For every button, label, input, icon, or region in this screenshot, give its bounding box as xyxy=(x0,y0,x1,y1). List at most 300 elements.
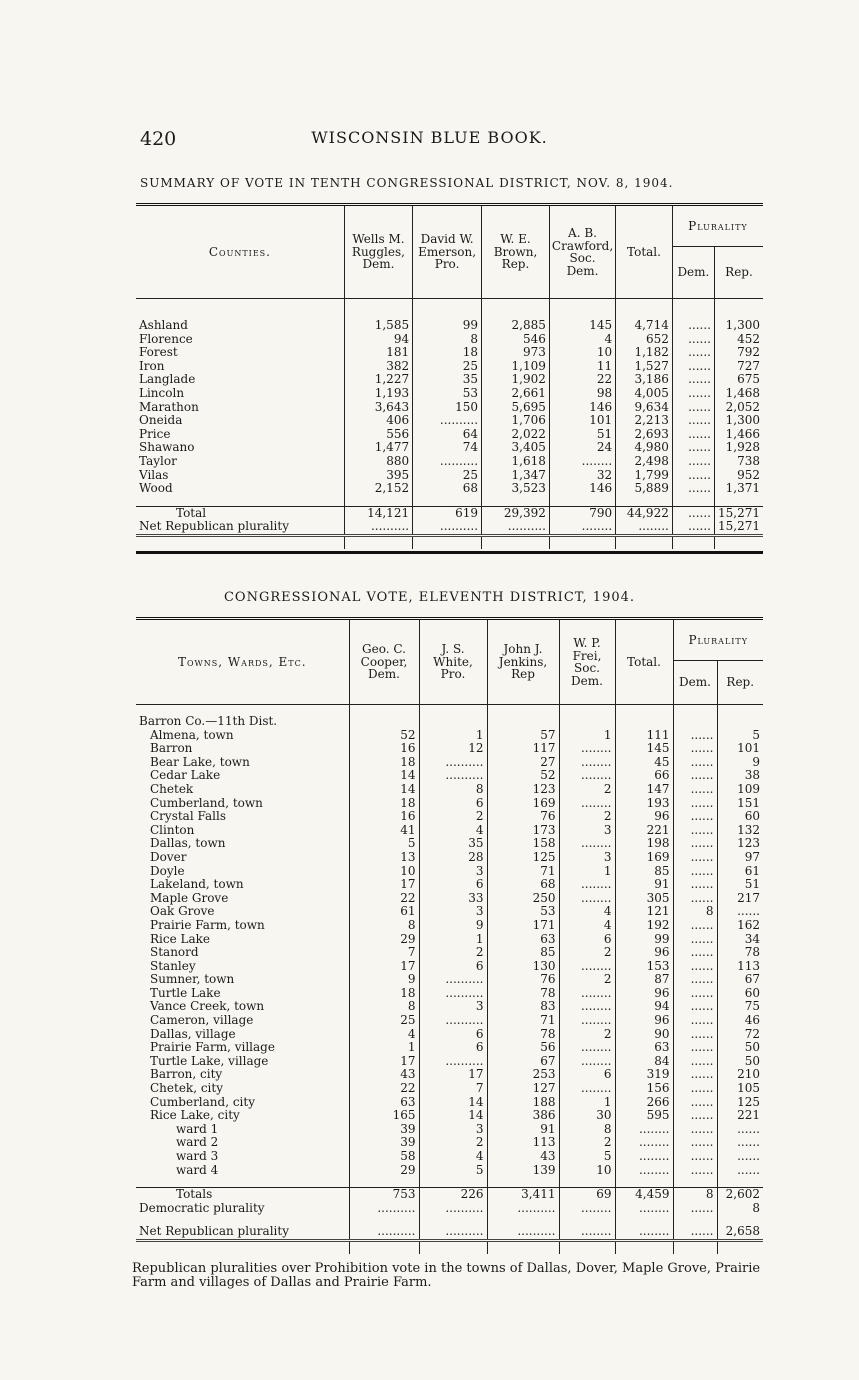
cell-c1: 1,585 xyxy=(344,319,412,333)
table-row xyxy=(136,360,763,374)
cell-c4: 145 xyxy=(549,319,615,333)
table-row xyxy=(136,1109,763,1123)
net-plurality-row xyxy=(136,520,763,535)
cell-rep: 8 xyxy=(717,1202,763,1216)
cell-c1: .......... xyxy=(349,1202,419,1216)
table-row xyxy=(136,783,763,797)
row-label: Totals xyxy=(136,1188,349,1202)
table-row xyxy=(136,797,763,811)
header-candidate-4: A. B. Crawford, Soc. Dem. xyxy=(549,205,615,299)
row-label: Doyle xyxy=(150,864,185,878)
ward-row xyxy=(136,1123,763,1137)
cell-c4: ........ xyxy=(549,520,615,535)
row-label: Cumberland, city xyxy=(150,1095,255,1109)
cell-total: 266 xyxy=(615,1096,673,1110)
cell-c4: 6 xyxy=(559,933,615,947)
row-label: Dover xyxy=(150,850,187,864)
cell-c3: 68 xyxy=(487,878,559,892)
cell-c2: 150 xyxy=(413,401,482,415)
cell-c2: 74 xyxy=(413,441,482,455)
cell-c1: 13 xyxy=(349,851,419,865)
cell-c2: 2 xyxy=(419,946,487,960)
table-row xyxy=(136,756,763,770)
cell-c2: .......... xyxy=(419,1202,487,1216)
cell-c3: 1,618 xyxy=(482,455,550,469)
row-label: Forest xyxy=(139,346,178,360)
cell-dem: ...... xyxy=(673,933,717,947)
cell-c1: 29 xyxy=(349,1164,419,1178)
cell-c4: ........ xyxy=(559,1202,615,1216)
cell-c2: .......... xyxy=(419,1055,487,1069)
cell-dem: ...... xyxy=(673,1150,717,1164)
table-row xyxy=(136,1000,763,1014)
cell-dem: ...... xyxy=(673,783,717,797)
header-plurality: Plurality xyxy=(673,619,763,661)
cell-c4: ........ xyxy=(559,837,615,851)
cell-dem: ...... xyxy=(673,1082,717,1096)
cell-dem: ...... xyxy=(673,1202,717,1216)
cell-c3: 130 xyxy=(487,960,559,974)
cell-c4: ........ xyxy=(559,960,615,974)
cell-rep: 60 xyxy=(717,987,763,1001)
cell-rep: 67 xyxy=(717,973,763,987)
table-row xyxy=(136,482,763,496)
cell-c4: 10 xyxy=(549,346,615,360)
cell-dem: ...... xyxy=(673,1028,717,1042)
cell-dem: ...... xyxy=(673,960,717,974)
row-label: Cedar Lake xyxy=(150,769,221,783)
cell-dem: ...... xyxy=(673,1068,717,1082)
total-row xyxy=(136,506,763,520)
row-label: Total xyxy=(136,506,344,520)
cell-c1: 8 xyxy=(349,1000,419,1014)
cell-c1: .......... xyxy=(344,520,412,535)
cell-rep: 105 xyxy=(717,1082,763,1096)
cell-c4: 2 xyxy=(559,1136,615,1150)
cell-total: 4,005 xyxy=(616,387,673,401)
table-row xyxy=(136,865,763,879)
cell-rep: 51 xyxy=(717,878,763,892)
cell-c4: ........ xyxy=(559,756,615,770)
county-heading-row xyxy=(136,715,763,729)
header-rep: Rep. xyxy=(717,661,763,705)
cell-c2: .......... xyxy=(419,769,487,783)
cell-rep: 221 xyxy=(717,1109,763,1123)
header-candidate-2: David W. Emerson, Pro. xyxy=(413,205,482,299)
cell-c2: .......... xyxy=(413,520,482,535)
cell-c3: 171 xyxy=(487,919,559,933)
cell-c4: 22 xyxy=(549,373,615,387)
table-row xyxy=(136,769,763,783)
cell-c1: 16 xyxy=(349,742,419,756)
cell-total: 5,889 xyxy=(616,482,673,496)
cell-dem: ...... xyxy=(672,428,714,442)
cell-total: ........ xyxy=(615,1225,673,1240)
row-label: ward 4 xyxy=(176,1163,219,1177)
cell-dem: ...... xyxy=(673,1123,717,1137)
cell-rep: 60 xyxy=(717,810,763,824)
cell-rep: 97 xyxy=(717,851,763,865)
cell-c1: 43 xyxy=(349,1068,419,1082)
cell-c2: .......... xyxy=(419,973,487,987)
cell-c1: 22 xyxy=(349,1082,419,1096)
cell-rep: 792 xyxy=(714,346,763,360)
cell-dem: ...... xyxy=(673,865,717,879)
table-row xyxy=(136,1082,763,1096)
cell-total: ........ xyxy=(616,520,673,535)
cell-dem: ...... xyxy=(673,1000,717,1014)
table-row xyxy=(136,1068,763,1082)
cell-c3: 3,405 xyxy=(482,441,550,455)
row-label: Prairie Farm, village xyxy=(150,1041,275,1055)
cell-c2: 6 xyxy=(419,960,487,974)
cell-c1: 18 xyxy=(349,987,419,1001)
cell-c1: 63 xyxy=(349,1096,419,1110)
cell-c3: 169 xyxy=(487,797,559,811)
cell-c1: .......... xyxy=(349,1225,419,1240)
cell-rep: 15,271 xyxy=(714,520,763,535)
table-row xyxy=(136,428,763,442)
cell-c2: 25 xyxy=(413,360,482,374)
row-label: Barron, city xyxy=(150,1068,223,1082)
cell-c3: 3,523 xyxy=(482,482,550,496)
cell-c4: 3 xyxy=(559,851,615,865)
header-dem: Dem. xyxy=(672,247,714,299)
cell-rep: 109 xyxy=(717,783,763,797)
cell-c1: 52 xyxy=(349,729,419,743)
cell-c1: 14 xyxy=(349,783,419,797)
cell-dem: ...... xyxy=(673,892,717,906)
cell-total: 1,799 xyxy=(616,469,673,483)
cell-c1: 556 xyxy=(344,428,412,442)
header-candidate-2: J. S. White, Pro. xyxy=(419,619,487,705)
row-label: Shawano xyxy=(139,441,195,455)
cell-c2: 8 xyxy=(419,783,487,797)
row-label: Turtle Lake xyxy=(150,986,221,1000)
cell-dem: ...... xyxy=(673,1014,717,1028)
row-label: ward 3 xyxy=(176,1150,219,1163)
cell-c2: 17 xyxy=(419,1068,487,1082)
cell-c4: ........ xyxy=(559,1014,615,1028)
cell-c3: 5,695 xyxy=(482,401,550,415)
cell-total: 305 xyxy=(615,892,673,906)
cell-c3: 57 xyxy=(487,729,559,743)
cell-rep: 9 xyxy=(717,756,763,770)
cell-total: ........ xyxy=(615,1150,673,1164)
cell-c4: ........ xyxy=(559,878,615,892)
cell-dem: ...... xyxy=(673,973,717,987)
cell-c2: 2 xyxy=(419,810,487,824)
cell-c3: 71 xyxy=(487,865,559,879)
cell-c4: 146 xyxy=(549,401,615,415)
header-candidate-4: W. P. Frei, Soc. Dem. xyxy=(559,619,615,705)
cell-c3: 67 xyxy=(487,1055,559,1069)
cell-c1: 18 xyxy=(349,756,419,770)
cell-total: 1,182 xyxy=(616,346,673,360)
cell-rep: 34 xyxy=(717,933,763,947)
cell-c3: 117 xyxy=(487,742,559,756)
cell-dem: ...... xyxy=(673,729,717,743)
cell-c4: 51 xyxy=(549,428,615,442)
cell-dem: ...... xyxy=(673,946,717,960)
table1-title: SUMMARY OF VOTE IN TENTH CONGRESSIONAL DISTRICT, NOV. 8, 1904. xyxy=(140,176,674,190)
table-row xyxy=(136,905,763,919)
cell-c3: 158 xyxy=(487,837,559,851)
row-label: Cumberland, town xyxy=(150,796,263,810)
cell-dem: ...... xyxy=(672,482,714,496)
cell-total: 221 xyxy=(615,824,673,838)
cell-dem: ...... xyxy=(673,987,717,1001)
ward-row xyxy=(136,1150,763,1164)
cell-rep: 675 xyxy=(714,373,763,387)
cell-c3: 253 xyxy=(487,1068,559,1082)
cell-c4: 4 xyxy=(559,919,615,933)
row-label: Stanord xyxy=(150,946,199,960)
cell-c3: 1,109 xyxy=(482,360,550,374)
cell-rep: 1,371 xyxy=(714,482,763,496)
table-row xyxy=(136,1028,763,1042)
cell-c1: 1,227 xyxy=(344,373,412,387)
cell-dem: ...... xyxy=(673,810,717,824)
cell-c4: 8 xyxy=(559,1123,615,1137)
cell-total: 3,186 xyxy=(616,373,673,387)
cell-c3: 83 xyxy=(487,1000,559,1014)
cell-dem: ...... xyxy=(673,824,717,838)
table-row xyxy=(136,946,763,960)
cell-dem: ...... xyxy=(673,756,717,770)
table-row xyxy=(136,414,763,428)
cell-c3: 973 xyxy=(482,346,550,360)
cell-total: ........ xyxy=(615,1123,673,1137)
row-label: Crystal Falls xyxy=(150,810,226,824)
cell-c3: 2,022 xyxy=(482,428,550,442)
cell-c3: 2,885 xyxy=(482,319,550,333)
county-heading: Barron Co.—11th Dist. xyxy=(139,715,278,728)
cell-c2: .......... xyxy=(419,1014,487,1028)
cell-c1: 29 xyxy=(349,933,419,947)
cell-c3: 76 xyxy=(487,973,559,987)
row-label: Turtle Lake, village xyxy=(150,1054,269,1068)
cell-c4: 30 xyxy=(559,1109,615,1123)
row-label: Florence xyxy=(139,332,193,346)
cell-dem: ...... xyxy=(673,1225,717,1240)
cell-c3: 91 xyxy=(487,1123,559,1137)
net-plurality-row xyxy=(136,1225,763,1240)
cell-c2: 4 xyxy=(419,1150,487,1164)
cell-c4: ........ xyxy=(559,769,615,783)
header-candidate-3: John J. Jenkins, Rep xyxy=(487,619,559,705)
cell-c3: 78 xyxy=(487,1028,559,1042)
cell-c4: 32 xyxy=(549,469,615,483)
cell-c4: 10 xyxy=(559,1164,615,1178)
cell-c1: 1,477 xyxy=(344,441,412,455)
row-label: Maple Grove xyxy=(150,891,229,905)
cell-rep: 5 xyxy=(717,729,763,743)
cell-c1: 8 xyxy=(349,919,419,933)
row-label: Marathon xyxy=(139,400,199,414)
table-row xyxy=(136,878,763,892)
row-label: ward 2 xyxy=(176,1136,219,1150)
cell-total: 87 xyxy=(615,973,673,987)
cell-c3: .......... xyxy=(487,1225,559,1240)
totals-row xyxy=(136,1188,763,1202)
cell-rep: 162 xyxy=(717,919,763,933)
table2-title: CONGRESSIONAL VOTE, ELEVENTH DISTRICT, 1904. xyxy=(223,590,636,605)
cell-total: 85 xyxy=(615,865,673,879)
row-label: Chetek, city xyxy=(150,1082,223,1096)
cell-rep: ...... xyxy=(717,1150,763,1164)
ward-row xyxy=(136,1164,763,1178)
cell-c1: 7 xyxy=(349,946,419,960)
cell-c2: .......... xyxy=(413,455,482,469)
cell-c3: .......... xyxy=(487,1202,559,1216)
cell-total: 96 xyxy=(615,987,673,1001)
cell-c1: 17 xyxy=(349,960,419,974)
cell-rep: 952 xyxy=(714,469,763,483)
cell-c2: 3 xyxy=(419,905,487,919)
cell-rep: 210 xyxy=(717,1068,763,1082)
cell-dem: ...... xyxy=(673,919,717,933)
cell-c2: 14 xyxy=(419,1109,487,1123)
cell-dem: ...... xyxy=(672,506,714,520)
cell-c3: 78 xyxy=(487,987,559,1001)
table-row xyxy=(136,1041,763,1055)
row-label: Net Republican plurality xyxy=(139,520,289,534)
cell-c1: 395 xyxy=(344,469,412,483)
cell-c4: 2 xyxy=(559,973,615,987)
cell-c1: 61 xyxy=(349,905,419,919)
cell-c2: 3 xyxy=(419,1123,487,1137)
cell-dem: ...... xyxy=(672,346,714,360)
row-label: Democratic plurality xyxy=(139,1201,265,1215)
row-label: Bear Lake, town xyxy=(150,755,250,769)
cell-c4: ........ xyxy=(559,797,615,811)
cell-c1: 18 xyxy=(349,797,419,811)
cell-c2: 5 xyxy=(419,1164,487,1178)
cell-total: 66 xyxy=(615,769,673,783)
header-total: Total. xyxy=(615,619,673,705)
cell-total: 153 xyxy=(615,960,673,974)
cell-c1: 39 xyxy=(349,1123,419,1137)
cell-c3: 53 xyxy=(487,905,559,919)
cell-rep: 50 xyxy=(717,1055,763,1069)
cell-dem: ...... xyxy=(673,851,717,865)
cell-c2: 12 xyxy=(419,742,487,756)
row-label: Price xyxy=(139,427,171,441)
cell-total: 595 xyxy=(615,1109,673,1123)
eleventh-district-table xyxy=(136,617,763,1254)
header-towns: Towns, Wards, Etc. xyxy=(177,654,307,669)
row-label: Lakeland, town xyxy=(150,878,244,892)
cell-c1: 39 xyxy=(349,1136,419,1150)
page-number: 420 xyxy=(140,128,177,150)
cell-c2: 6 xyxy=(419,797,487,811)
row-label: Vilas xyxy=(139,468,169,482)
cell-total: 192 xyxy=(615,919,673,933)
header-candidate-1: Wells M. Ruggles, Dem. xyxy=(344,205,412,299)
cell-total: 63 xyxy=(615,1041,673,1055)
header-rep: Rep. xyxy=(714,247,763,299)
cell-total: 84 xyxy=(615,1055,673,1069)
cell-c2: .......... xyxy=(419,987,487,1001)
cell-c3: 123 xyxy=(487,783,559,797)
cell-rep: 101 xyxy=(717,742,763,756)
cell-c3: 1,706 xyxy=(482,414,550,428)
cell-c3: 188 xyxy=(487,1096,559,1110)
cell-total: 652 xyxy=(616,333,673,347)
cell-dem: ...... xyxy=(672,469,714,483)
cell-total: 2,498 xyxy=(616,455,673,469)
cell-c2: 33 xyxy=(419,892,487,906)
table-row xyxy=(136,742,763,756)
cell-rep: ...... xyxy=(717,1164,763,1178)
cell-c1: 1 xyxy=(349,1041,419,1055)
cell-total: 4,714 xyxy=(616,319,673,333)
cell-rep: 2,602 xyxy=(717,1188,763,1202)
cell-c2: 6 xyxy=(419,878,487,892)
cell-rep: 151 xyxy=(717,797,763,811)
cell-c2: 7 xyxy=(419,1082,487,1096)
cell-total: 96 xyxy=(615,810,673,824)
cell-dem: ...... xyxy=(672,401,714,415)
ward-row xyxy=(136,1136,763,1150)
cell-total: 147 xyxy=(615,783,673,797)
cell-c2: .......... xyxy=(419,1225,487,1240)
dem-plurality-row xyxy=(136,1202,763,1216)
row-label: Stanley xyxy=(150,959,196,973)
cell-rep: 38 xyxy=(717,769,763,783)
cell-dem: ...... xyxy=(672,373,714,387)
table-row xyxy=(136,851,763,865)
cell-c4: ........ xyxy=(559,742,615,756)
cell-rep: 1,300 xyxy=(714,319,763,333)
cell-c1: 25 xyxy=(349,1014,419,1028)
cell-c2: 18 xyxy=(413,346,482,360)
cell-c1: 94 xyxy=(344,333,412,347)
row-label: Wood xyxy=(139,482,173,496)
cell-c4: 1 xyxy=(559,865,615,879)
row-label: Almena, town xyxy=(150,728,234,742)
cell-c1: 58 xyxy=(349,1150,419,1164)
row-label: Oak Grove xyxy=(150,905,215,919)
cell-total: 99 xyxy=(615,933,673,947)
cell-c2: .......... xyxy=(419,756,487,770)
cell-c2: 28 xyxy=(419,851,487,865)
cell-c2: 35 xyxy=(413,373,482,387)
cell-total: 4,459 xyxy=(615,1188,673,1202)
cell-rep: 50 xyxy=(717,1041,763,1055)
cell-c3: 76 xyxy=(487,810,559,824)
cell-rep: ...... xyxy=(717,1123,763,1137)
cell-c3: 127 xyxy=(487,1082,559,1096)
cell-c3: 113 xyxy=(487,1136,559,1150)
cell-total: 2,693 xyxy=(616,428,673,442)
cell-c1: 2,152 xyxy=(344,482,412,496)
row-label: Dallas, town xyxy=(150,837,226,851)
header-dem: Dem. xyxy=(673,661,717,705)
cell-c1: 14 xyxy=(349,769,419,783)
cell-c1: 406 xyxy=(344,414,412,428)
cell-c4: ........ xyxy=(559,1082,615,1096)
cell-total: 198 xyxy=(615,837,673,851)
cell-c1: 1,193 xyxy=(344,387,412,401)
cell-dem: ...... xyxy=(672,387,714,401)
row-label: Prairie Farm, town xyxy=(150,918,265,932)
cell-rep: ...... xyxy=(717,1136,763,1150)
row-label: Vance Creek, town xyxy=(150,1000,265,1014)
cell-c1: 22 xyxy=(349,892,419,906)
cell-dem: ...... xyxy=(673,1096,717,1110)
